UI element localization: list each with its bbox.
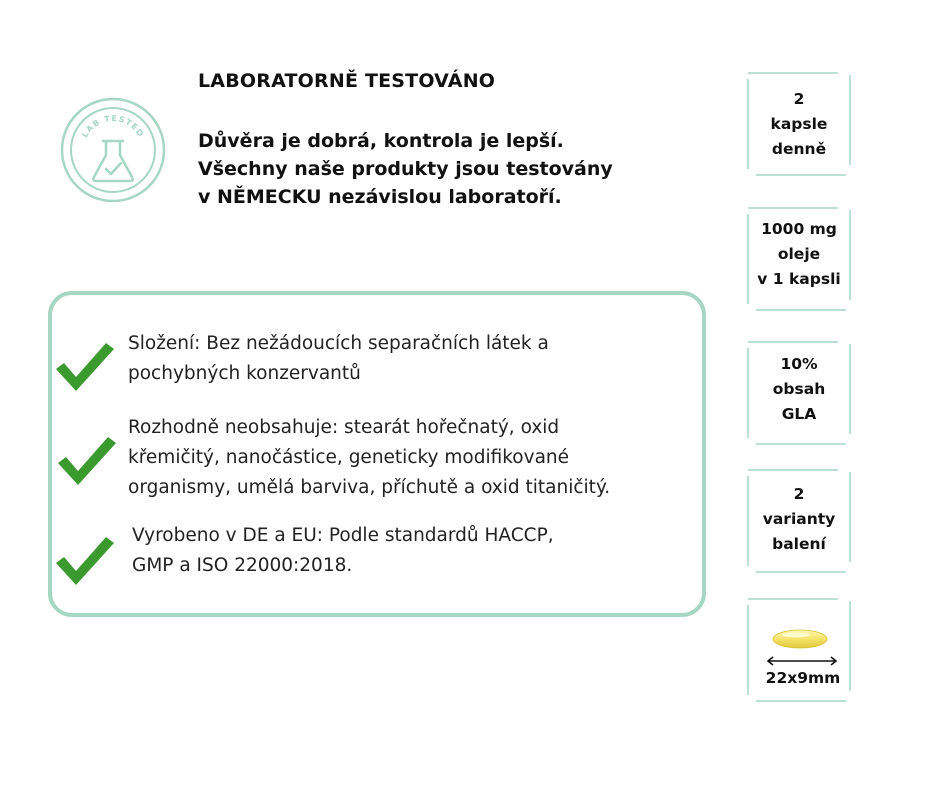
features-box [48, 291, 706, 617]
check-icon [52, 533, 116, 587]
tagline-line: Důvěra je dobrá, kontrola je lepší. [198, 130, 564, 152]
page-title: LABORATORNĚ TESTOVÁNO [198, 70, 496, 92]
feature-text: Rozhodně neobsahuje: stearát hořečnatý, oxid křemičitý, nanočástice, geneticky modifikované organismy, umělá barviva, příchutě a oxid titaničitý. [128, 417, 611, 498]
spec-card-gla [746, 340, 852, 446]
spec-card-size [746, 597, 852, 703]
svg-text:LAB TESTED: LAB TESTED [80, 113, 146, 140]
feature-text: Složení: Bez nežádoucích separačních látek a pochybných konzervantů [128, 333, 549, 384]
spec-text: 22x9mm [765, 669, 841, 687]
tagline-line: v NĚMECKU nezávislou laboratoří. [198, 186, 562, 208]
spec-text: 1000 mg oleje v 1 kapsli [757, 220, 841, 288]
spec-card-packaging [746, 468, 852, 574]
lab-tested-badge-icon [60, 97, 166, 203]
feature-text: Vyrobeno v DE a EU: Podle standardů HACCP, GMP a ISO 22000:2018. [132, 525, 554, 576]
capsule-icon [766, 627, 838, 669]
tagline-line: Všechny naše produkty jsou testovány [198, 158, 613, 180]
spec-text: 2 kapsle denně [770, 90, 828, 158]
check-icon [52, 339, 116, 393]
tagline [198, 127, 698, 211]
check-icon [54, 433, 118, 487]
spec-card-dosage [746, 71, 852, 177]
spec-card-oil [746, 206, 852, 312]
spec-text: 2 varianty balení [762, 485, 836, 553]
spec-text: 10% obsah GLA [772, 355, 826, 423]
